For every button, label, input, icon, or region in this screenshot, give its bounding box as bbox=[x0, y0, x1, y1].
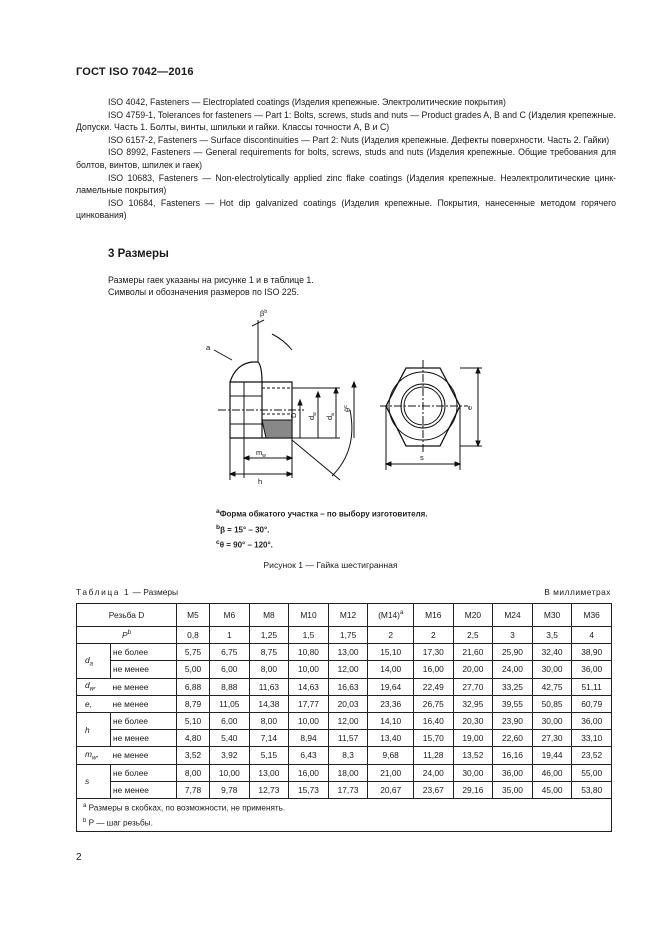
a-label: a bbox=[206, 343, 211, 352]
table-cell: 9,68 bbox=[368, 747, 414, 764]
table-cell: 14,63 bbox=[289, 678, 329, 695]
table-cell: 36,00 bbox=[572, 661, 612, 678]
table-cell: 13,00 bbox=[328, 644, 368, 661]
table-cell: 6,88 bbox=[177, 678, 210, 695]
table-cell: 16,40 bbox=[413, 712, 453, 729]
table-cell: 10,80 bbox=[289, 644, 329, 661]
figure-note: $^c$θ = 90° – 120°. bbox=[216, 539, 273, 550]
size-header: M30 bbox=[532, 604, 572, 627]
table-cell: 38,90 bbox=[572, 644, 612, 661]
table-cell: 36,00 bbox=[493, 764, 533, 781]
table-cell: 25,90 bbox=[493, 644, 533, 661]
table-cell: 14,38 bbox=[249, 695, 289, 712]
table-cell: 15,73 bbox=[289, 781, 329, 798]
table-cell: 6,00 bbox=[210, 712, 250, 729]
dw-label: $d_w$ bbox=[307, 412, 318, 420]
table-cell: 8,00 bbox=[249, 712, 289, 729]
section-title: 3 Размеры bbox=[108, 248, 169, 260]
D-label: D bbox=[289, 412, 298, 418]
table-cell: 10,00 bbox=[289, 712, 329, 729]
figure-note: $^a$Форма обжатого участка – по выбору изготовителя. bbox=[216, 508, 428, 519]
table-cell: 2,5 bbox=[453, 627, 493, 644]
table-cell: 60,79 bbox=[572, 695, 612, 712]
table-cell: 14,00 bbox=[368, 661, 414, 678]
size-header: M20 bbox=[453, 604, 493, 627]
table-cell: 6,75 bbox=[210, 644, 250, 661]
symbol-cell: s bbox=[77, 764, 111, 798]
table-cell: 8,79 bbox=[177, 695, 210, 712]
table-cell: 29,16 bbox=[453, 781, 493, 798]
table-cell: 12,00 bbox=[328, 712, 368, 729]
figure-note: $^b$β = 15° – 30°. bbox=[216, 523, 270, 535]
table-cell: 14,10 bbox=[368, 712, 414, 729]
mw-label: $m_w$ bbox=[256, 448, 266, 459]
table-cell: 7,78 bbox=[177, 781, 210, 798]
table-cell: 20,30 bbox=[453, 712, 493, 729]
table-header-row bbox=[77, 604, 612, 627]
table-cell: 27,30 bbox=[532, 730, 572, 747]
table-cell: 22,49 bbox=[413, 678, 453, 695]
table-cell: 5,10 bbox=[177, 712, 210, 729]
symbol-cell: $d_w$, bbox=[77, 678, 111, 695]
symbol-cell: $d_a$ bbox=[77, 644, 111, 678]
table-cell: 5,75 bbox=[177, 644, 210, 661]
section-intro bbox=[108, 274, 314, 299]
limit-label: не менее bbox=[111, 730, 177, 747]
table-cell: 45,00 bbox=[532, 781, 572, 798]
size-header: M10 bbox=[289, 604, 329, 627]
table-cell: 32,40 bbox=[532, 644, 572, 661]
size-header: M16 bbox=[413, 604, 453, 627]
table-cell: 8,88 bbox=[210, 678, 250, 695]
table-footnote-row bbox=[77, 798, 612, 831]
table-cell: 51,11 bbox=[572, 678, 612, 695]
dimensions-table bbox=[76, 603, 612, 832]
table-cell: 5,15 bbox=[249, 747, 289, 764]
table-cell: 1,75 bbox=[328, 627, 368, 644]
table-cell: 17,73 bbox=[328, 781, 368, 798]
table-cell: 23,52 bbox=[572, 747, 612, 764]
limit-label: не более bbox=[111, 644, 177, 661]
table-row bbox=[77, 678, 612, 695]
table-cell: 20,00 bbox=[453, 661, 493, 678]
table-footnote: $^a$ Размеры в скобках, по возможности, не применять. bbox=[83, 803, 286, 813]
table-cell: 30,00 bbox=[532, 712, 572, 729]
table-cell: 50,85 bbox=[532, 695, 572, 712]
limit-label: не менее bbox=[111, 781, 177, 798]
table-cell: 33,10 bbox=[572, 730, 612, 747]
table-cell: 3,5 bbox=[532, 627, 572, 644]
table-unit: В миллиметрах bbox=[544, 587, 611, 597]
size-header: M12 bbox=[328, 604, 368, 627]
table-cell: 13,52 bbox=[453, 747, 493, 764]
figure-notes bbox=[216, 505, 428, 552]
table-cell: 8,94 bbox=[289, 730, 329, 747]
thread-header: Резьба D bbox=[77, 604, 177, 627]
table-cell: 17,30 bbox=[413, 644, 453, 661]
limit-label: не менее bbox=[111, 747, 177, 764]
size-header: M5 bbox=[177, 604, 210, 627]
table-cell: 24,00 bbox=[413, 764, 453, 781]
table-cell: 30,00 bbox=[532, 661, 572, 678]
table-cell: 20,03 bbox=[328, 695, 368, 712]
table-row bbox=[77, 661, 612, 678]
table-cell: 8,3 bbox=[328, 747, 368, 764]
table-row bbox=[77, 781, 612, 798]
table-cell: 3,92 bbox=[210, 747, 250, 764]
table-cell: 16,16 bbox=[493, 747, 533, 764]
table-cell: 3 bbox=[493, 627, 533, 644]
table-row bbox=[77, 764, 612, 781]
reference-item: ISO 4042, Fasteners — Electroplated coatings (Изделия крепежные. Электролитические покрытия) bbox=[108, 97, 506, 107]
symbol-cell: e, bbox=[77, 695, 111, 712]
table-cell: 23,67 bbox=[413, 781, 453, 798]
da-label: $d_a$ bbox=[325, 413, 336, 420]
table-title: Таблица 1 — Размеры bbox=[76, 587, 179, 597]
table-cell: 19,44 bbox=[532, 747, 572, 764]
table-cell: 46,00 bbox=[532, 764, 572, 781]
symbol-cell: h bbox=[77, 712, 111, 746]
table-row bbox=[77, 695, 612, 712]
table-cell: 3,52 bbox=[177, 747, 210, 764]
table-cell: 2 bbox=[413, 627, 453, 644]
table-cell: 21,00 bbox=[368, 764, 414, 781]
s-label: s bbox=[420, 453, 424, 462]
table-cell: 19,64 bbox=[368, 678, 414, 695]
table-cell: 21,60 bbox=[453, 644, 493, 661]
figure-caption: Рисунок 1 — Гайка шестигранная bbox=[263, 560, 398, 570]
table-cell: 4,80 bbox=[177, 730, 210, 747]
limit-label: не менее bbox=[111, 678, 177, 695]
e-label: e bbox=[465, 405, 474, 410]
table-cell: 5,00 bbox=[177, 661, 210, 678]
table-cell: 30,00 bbox=[453, 764, 493, 781]
table-cell: 7,14 bbox=[249, 730, 289, 747]
size-header: $(M14)^a$ bbox=[368, 604, 414, 627]
table-cell: 20,67 bbox=[368, 781, 414, 798]
reference-item: ISO 8992, Fasteners — General requirements for bolts, screws, studs and nuts (Изделия крепежные. Общие требования для болтов, винтов, шпилек и гаек) bbox=[76, 147, 616, 170]
table-cell: 42,75 bbox=[532, 678, 572, 695]
table-row bbox=[77, 627, 612, 644]
table-cell: 16,00 bbox=[413, 661, 453, 678]
table-cell: 11,28 bbox=[413, 747, 453, 764]
table-cell: 35,00 bbox=[493, 781, 533, 798]
table-cell: 53,80 bbox=[572, 781, 612, 798]
table-cell: 23,36 bbox=[368, 695, 414, 712]
table-row bbox=[77, 747, 612, 764]
table-cell: 5,40 bbox=[210, 730, 250, 747]
table-cell: 39,55 bbox=[493, 695, 533, 712]
table-cell: 2 bbox=[368, 627, 414, 644]
table-row bbox=[77, 712, 612, 729]
table-cell: 11,57 bbox=[328, 730, 368, 747]
table-cell: 16,63 bbox=[328, 678, 368, 695]
symbol-cell: $m_w$, bbox=[77, 747, 111, 764]
table-cell: 10,00 bbox=[289, 661, 329, 678]
pitch-label: $P^b$ bbox=[77, 627, 177, 644]
table-cell: 15,70 bbox=[413, 730, 453, 747]
reference-item: ISO 10683, Fasteners — Non-electrolytically applied zinc flake coatings (Изделия крепежные. Неэлектролитические цинк-ламельные покрытия) bbox=[76, 172, 616, 196]
table-cell: 4 bbox=[572, 627, 612, 644]
h-label: h bbox=[258, 477, 263, 486]
table-cell: 13,40 bbox=[368, 730, 414, 747]
table-cell: 24,00 bbox=[493, 661, 533, 678]
page-number: 2 bbox=[76, 852, 82, 863]
size-header: M24 bbox=[493, 604, 533, 627]
table-cell: 36,00 bbox=[572, 712, 612, 729]
table-cell: 18,00 bbox=[328, 764, 368, 781]
table-cell: 16,00 bbox=[289, 764, 329, 781]
table-cell: 26,75 bbox=[413, 695, 453, 712]
theta-label: $\theta^c$ bbox=[343, 405, 352, 412]
nut-drawing bbox=[200, 300, 500, 500]
table-footnote: $^b$ P — шаг резьбы. bbox=[83, 817, 153, 828]
beta-label: $\beta^b$ bbox=[260, 309, 268, 318]
table-cell: 6,00 bbox=[210, 661, 250, 678]
table-cell: 9,78 bbox=[210, 781, 250, 798]
reference-item: ISO 4759-1, Tolerances for fasteners — Part 1: Bolts, screws, studs and nuts — Product grades A, B and C (Изделия крепежные. Допуски. Часть 1. Болты, винты, шпильки и гайки. Классы точности A, B и C) bbox=[76, 109, 616, 133]
table-cell: 1,25 bbox=[249, 627, 289, 644]
table-row bbox=[77, 644, 612, 661]
normative-references bbox=[76, 96, 616, 222]
table-cell: 12,73 bbox=[249, 781, 289, 798]
table-cell: 8,75 bbox=[249, 644, 289, 661]
limit-label: не более bbox=[111, 712, 177, 729]
reference-item: ISO 6157-2, Fasteners — Surface discontinuities — Part 2: Nuts (Изделия крепежные. Дефекты поверхности. Часть 2. Гайки) bbox=[108, 134, 610, 145]
size-header: M8 bbox=[249, 604, 289, 627]
table-cell: 27,70 bbox=[453, 678, 493, 695]
table-cell: 33,25 bbox=[493, 678, 533, 695]
table-cell: 6,43 bbox=[289, 747, 329, 764]
nut-side-view bbox=[214, 320, 356, 480]
table-cell: 8,00 bbox=[249, 661, 289, 678]
table-cell: 15,10 bbox=[368, 644, 414, 661]
nut-top-view bbox=[380, 360, 482, 470]
table-cell: 19,00 bbox=[453, 730, 493, 747]
table-cell: 55,00 bbox=[572, 764, 612, 781]
table-cell: 1,5 bbox=[289, 627, 329, 644]
table-cell: 8,00 bbox=[177, 764, 210, 781]
table-footnotes bbox=[77, 798, 612, 831]
table-cell: 11,63 bbox=[249, 678, 289, 695]
limit-label: не менее bbox=[111, 695, 177, 712]
table-cell: 23,90 bbox=[493, 712, 533, 729]
document-header: ГОСТ ISO 7042—2016 bbox=[76, 66, 194, 78]
table-cell: 12,00 bbox=[328, 661, 368, 678]
table-cell: 13,00 bbox=[249, 764, 289, 781]
limit-label: не менее bbox=[111, 661, 177, 678]
reference-item: ISO 10684, Fasteners — Hot dip galvanized coatings (Изделия крепежные. Покрытия, нанесенные методом горячего цинкования) bbox=[76, 197, 616, 221]
table-cell: 0,8 bbox=[177, 627, 210, 644]
table-cell: 1 bbox=[210, 627, 250, 644]
intro-line: Размеры гаек указаны на рисунке 1 и в таблице 1. bbox=[108, 275, 314, 285]
table-row bbox=[77, 730, 612, 747]
intro-line: Символы и обозначения размеров по ISO 225. bbox=[108, 287, 299, 298]
limit-label: не более bbox=[111, 764, 177, 781]
table-cell: 10,00 bbox=[210, 764, 250, 781]
table-cell: 17,77 bbox=[289, 695, 329, 712]
table-cell: 11,05 bbox=[210, 695, 250, 712]
size-header: M6 bbox=[210, 604, 250, 627]
table-cell: 32,95 bbox=[453, 695, 493, 712]
size-header: M36 bbox=[572, 604, 612, 627]
table-cell: 22,60 bbox=[493, 730, 533, 747]
